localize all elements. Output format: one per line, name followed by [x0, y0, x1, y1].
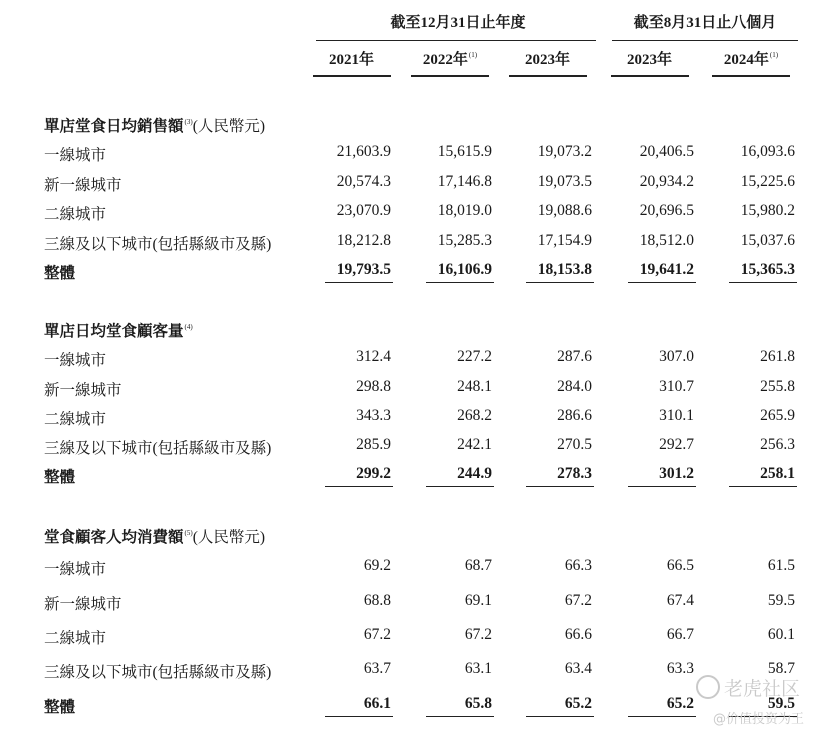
cell-value: 256.3 — [760, 436, 795, 453]
row-label: 二線城市 — [44, 411, 107, 428]
cell-value: 63.1 — [464, 660, 492, 677]
cell-value: 67.2 — [464, 626, 492, 643]
total-underline — [526, 282, 594, 283]
cell-value: 19,641.2 — [639, 261, 694, 278]
row-label: 三線及以下城市(包括縣級市及縣) — [44, 664, 272, 681]
total-underline — [526, 716, 594, 717]
cell-value: 18,019.0 — [437, 202, 492, 219]
total-underline — [628, 486, 696, 487]
tiger-icon — [696, 675, 720, 699]
row-label: 三線及以下城市(包括縣級市及縣) — [44, 236, 272, 253]
cell-value: 18,512.0 — [639, 232, 694, 249]
cell-value: 67.2 — [363, 626, 391, 643]
total-underline — [325, 716, 393, 717]
cell-value: 17,154.9 — [537, 232, 592, 249]
cell-value: 298.8 — [356, 378, 391, 395]
cell-value: 19,073.2 — [537, 143, 592, 160]
watermark-brand: 老虎社区 — [724, 678, 801, 700]
row-label-total: 整體 — [44, 469, 76, 486]
cell-value: 18,212.8 — [336, 232, 391, 249]
cell-value: 312.4 — [356, 348, 391, 365]
cell-value: 19,088.6 — [537, 202, 592, 219]
cell-value: 23,070.9 — [336, 202, 391, 219]
cell-value: 270.5 — [557, 436, 592, 453]
row-label: 二線城市 — [44, 206, 107, 223]
total-underline — [426, 282, 494, 283]
header-group-eight-months: 截至8月31日止八個月 — [633, 15, 777, 31]
section-title: 堂食顧客人均消費額$^{(5)}$(人民幣元) — [44, 529, 266, 546]
cell-value: 258.1 — [760, 465, 795, 482]
total-underline — [325, 486, 393, 487]
cell-value: 69.1 — [464, 592, 492, 609]
row-label: 三線及以下城市(包括縣級市及縣) — [44, 440, 272, 457]
cell-value: 16,106.9 — [437, 261, 492, 278]
year-header-underline — [313, 75, 391, 77]
cell-value: 18,153.8 — [537, 261, 592, 278]
header-group-annual-underline — [316, 40, 596, 41]
cell-value: 61.5 — [767, 557, 795, 574]
cell-value: 15,037.6 — [740, 232, 795, 249]
cell-value: 63.3 — [666, 660, 694, 677]
cell-value: 21,603.9 — [336, 143, 391, 160]
total-underline — [729, 486, 797, 487]
cell-value: 65.8 — [464, 695, 492, 712]
cell-value: 65.2 — [564, 695, 592, 712]
cell-value: 67.4 — [666, 592, 694, 609]
cell-value: 68.8 — [363, 592, 391, 609]
cell-value: 60.1 — [767, 626, 795, 643]
year-header-2: 2022年$^{(1)}$ — [422, 51, 478, 68]
cell-value: 20,574.3 — [336, 173, 391, 190]
cell-value: 15,225.6 — [740, 173, 795, 190]
cell-value: 17,146.8 — [437, 173, 492, 190]
cell-value: 244.9 — [457, 465, 492, 482]
row-label: 新一線城市 — [44, 382, 122, 399]
cell-value: 261.8 — [760, 348, 795, 365]
header-group-eight-months-underline — [612, 40, 798, 41]
cell-value: 65.2 — [666, 695, 694, 712]
cell-value: 301.2 — [659, 465, 694, 482]
cell-value: 59.5 — [767, 695, 795, 712]
row-label: 新一線城市 — [44, 177, 122, 194]
cell-value: 248.1 — [457, 378, 492, 395]
cell-value: 15,365.3 — [740, 261, 795, 278]
cell-value: 67.2 — [564, 592, 592, 609]
cell-value: 66.3 — [564, 557, 592, 574]
row-label: 一線城市 — [44, 561, 107, 578]
cell-value: 15,615.9 — [437, 143, 492, 160]
year-header-3: 2023年 — [524, 52, 570, 68]
year-header-5: 2024年$^{(1)}$ — [723, 51, 779, 68]
year-header-underline — [611, 75, 689, 77]
row-label: 新一線城市 — [44, 596, 122, 613]
watermark-handle: @价值投资为王 — [713, 712, 805, 727]
total-underline — [426, 716, 494, 717]
total-underline — [426, 486, 494, 487]
cell-value: 287.6 — [557, 348, 592, 365]
row-label: 一線城市 — [44, 147, 107, 164]
cell-value: 58.7 — [767, 660, 795, 677]
cell-value: 268.2 — [457, 407, 492, 424]
cell-value: 227.2 — [457, 348, 492, 365]
cell-value: 278.3 — [557, 465, 592, 482]
cell-value: 343.3 — [356, 407, 391, 424]
cell-value: 63.4 — [564, 660, 592, 677]
cell-value: 299.2 — [356, 465, 391, 482]
row-label-total: 整體 — [44, 265, 76, 282]
cell-value: 20,934.2 — [639, 173, 694, 190]
cell-value: 310.7 — [659, 378, 694, 395]
cell-value: 285.9 — [356, 436, 391, 453]
cell-value: 307.0 — [659, 348, 694, 365]
total-underline — [325, 282, 393, 283]
cell-value: 66.6 — [564, 626, 592, 643]
cell-value: 255.8 — [760, 378, 795, 395]
section-title: 單店日均堂食顧客量$^{(4)}$ — [44, 323, 193, 340]
cell-value: 69.2 — [363, 557, 391, 574]
total-underline — [628, 282, 696, 283]
cell-value: 59.5 — [767, 592, 795, 609]
cell-value: 242.1 — [457, 436, 492, 453]
cell-value: 66.5 — [666, 557, 694, 574]
cell-value: 66.7 — [666, 626, 694, 643]
total-underline — [628, 716, 696, 717]
section-title: 單店堂食日均銷售額$^{(3)}$(人民幣元) — [44, 118, 266, 135]
cell-value: 68.7 — [464, 557, 492, 574]
year-header-underline — [509, 75, 587, 77]
year-header-underline — [712, 75, 790, 77]
cell-value: 310.1 — [659, 407, 694, 424]
cell-value: 292.7 — [659, 436, 694, 453]
cell-value: 16,093.6 — [740, 143, 795, 160]
cell-value: 19,793.5 — [336, 261, 391, 278]
cell-value: 284.0 — [557, 378, 592, 395]
cell-value: 19,073.5 — [537, 173, 592, 190]
cell-value: 15,285.3 — [437, 232, 492, 249]
cell-value: 66.1 — [363, 695, 391, 712]
year-header-underline — [411, 75, 489, 77]
total-underline — [526, 486, 594, 487]
header-group-annual: 截至12月31日止年度 — [390, 15, 526, 31]
year-header-1: 2021年 — [328, 52, 374, 68]
cell-value: 15,980.2 — [740, 202, 795, 219]
cell-value: 63.7 — [363, 660, 391, 677]
year-header-4: 2023年 — [626, 52, 672, 68]
total-underline — [729, 282, 797, 283]
row-label: 一線城市 — [44, 352, 107, 369]
cell-value: 286.6 — [557, 407, 592, 424]
row-label: 二線城市 — [44, 630, 107, 647]
cell-value: 265.9 — [760, 407, 795, 424]
cell-value: 20,696.5 — [639, 202, 694, 219]
cell-value: 20,406.5 — [639, 143, 694, 160]
watermark-logo — [696, 674, 800, 701]
row-label-total: 整體 — [44, 699, 76, 716]
